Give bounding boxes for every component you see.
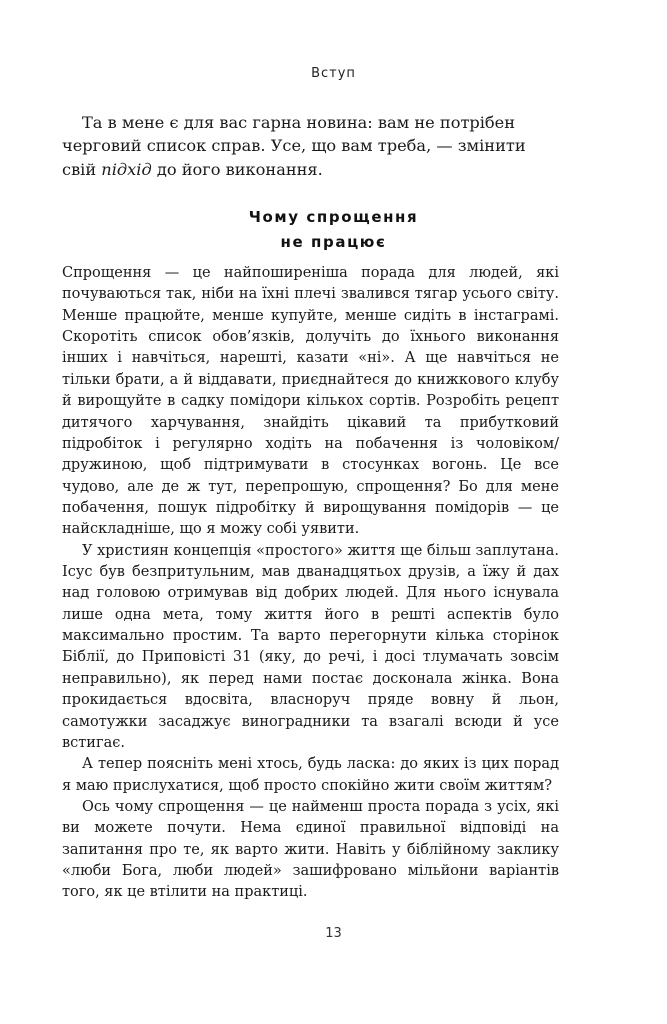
intro-paragraph <box>62 111 559 181</box>
paragraph-4: Ось чому спрощення — це найменш проста порада з усіх, які ви можете почути. Нема єдиної правильної відповіді на запитання про те, як варто жити. Навіть у біблійному заклику «люби Бога, люби людей» зашифровано мільйони варіантів того, як це втілити на практиці. <box>62 798 559 901</box>
section-heading <box>0 205 667 255</box>
heading-line-1: Чому спрощення <box>248 208 419 226</box>
body-text <box>62 263 559 904</box>
intro-emphasis: підхід <box>101 159 152 179</box>
heading-line-2: не працює <box>280 233 387 251</box>
intro-paragraph-block <box>62 111 559 181</box>
intro-text-end: до його виконання. <box>151 159 323 179</box>
paragraph-2: У християн концепція «простого» життя ще більш заплутана. Ісус був безпритульним, мав дванадцятьох друзів, а їжу й дах над головою отримував від добрих людей. Для нього існувала лише одна мета, тому життя його в решті аспектів було максимально простим. Та варто перегорнути кілька сторінок Біблії, до Приповісті 31 (яку, до речі, і досі тлумачать зовсім неправильно), як перед нами постає досконала жінка. Вона прокидається вдосвіта, власноруч пряде вовну й льон, самотужки засаджує виноградники та взагалі всюди й усе встигає. <box>62 542 559 751</box>
paragraph-3: А тепер поясніть мені хтось, будь ласка: до яких із цих порад я маю прислухатися, щоб просто спокійно жити своїм життям? <box>62 756 559 794</box>
intro-text-start: Та в мене є для вас гарна новина: вам не потрібен черговий список справ. Усе, що вам треба, — змінити свій <box>62 113 526 179</box>
page-number: 13 <box>325 926 342 941</box>
running-head: Вступ <box>311 66 356 81</box>
paragraph-1: Спрощення — це найпоширеніша порада для людей, які почуваються так, ніби на їхні плечі звалився тягар усього світу. Менше працюйте, менше купуйте, менше сидіть в інстаграмі. Скоротіть список обов’язків, долучіть до їхнього виконання інших і навчіться, нарешті, казати «ні». А ще навчіться не тільки брати, а й віддавати, приєднайтеся до книжкового клубу й вирощуйте в садку помідори кількох сортів. Розробіть рецепт дитячого харчування, знайдіть цікавий та прибутковий підробіток і регулярно ходіть на побачення із чоловіком/дружиною, щоб підтримувати в стосунках вогонь. Це все чудово, але де ж тут, перепрошую, спрощення? Бо для мене побачення, пошук підробітку й вирощування помідорів — це найскладніше, що я можу собі уявити. <box>62 265 559 538</box>
